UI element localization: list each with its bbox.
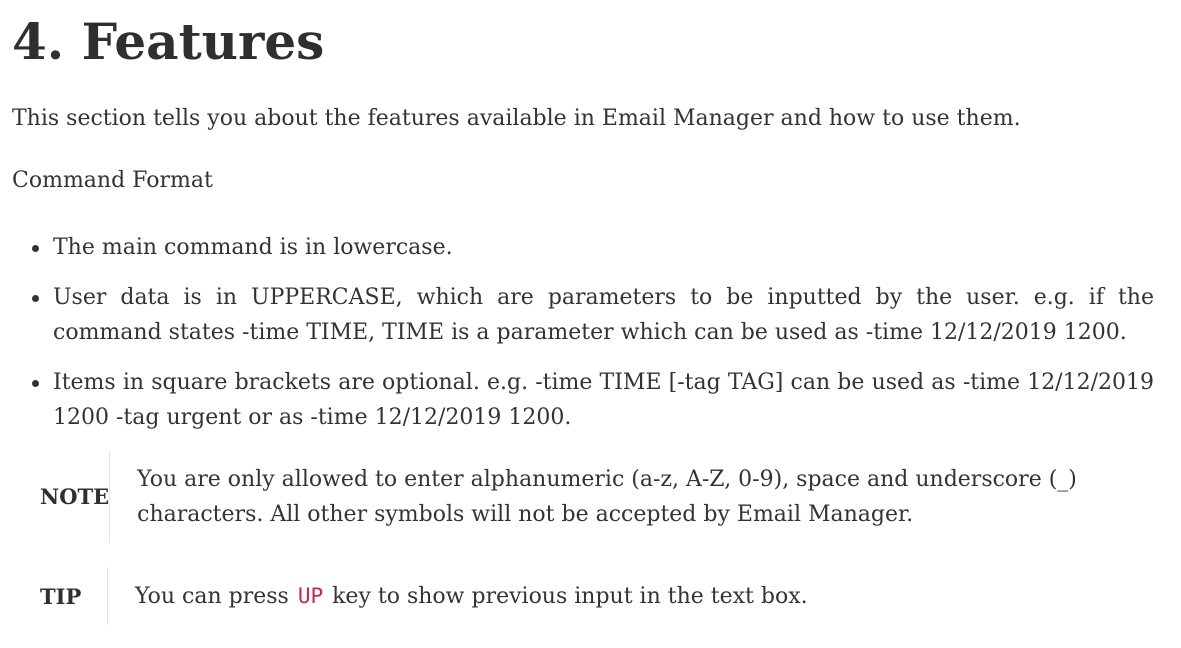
- note-content: [109, 450, 1154, 543]
- note-admonition: [12, 450, 1154, 543]
- note-text: You are only allowed to enter alphanumeric (a-z, A-Z, 0-9), space and underscore (_) characters. All other symbols will not be accepted by Email Manager.: [137, 466, 1077, 527]
- tip-admonition: [12, 567, 1154, 625]
- tip-label: TIP: [40, 583, 82, 609]
- list-item: Items in square brackets are optional. e.g. -time TIME [-tag TAG] can be used as -time 12/12/2019 1200 -tag urgent or as -time 12/12/2019 1200.: [53, 365, 1154, 435]
- list-item: The main command is in lowercase.: [53, 230, 1154, 265]
- tip-text-after: key to show previous input in the text box.: [325, 583, 808, 609]
- tip-text-before: You can press: [135, 583, 296, 609]
- note-label: NOTE: [40, 484, 110, 509]
- key-code: UP: [297, 583, 324, 608]
- intro-paragraph: This section tells you about the features available in Email Manager and how to use them.: [12, 106, 1021, 131]
- list-item: User data is in UPPERCASE, which are parameters to be inputted by the user. e.g. if the command states -time TIME, TIME is a parameter which can be used as -time 12/12/2019 1200.: [53, 280, 1154, 350]
- command-format-heading: Command Format: [12, 168, 213, 193]
- page-title: 4. Features: [12, 12, 325, 71]
- tip-content: [107, 567, 808, 625]
- command-format-list: [12, 230, 1154, 435]
